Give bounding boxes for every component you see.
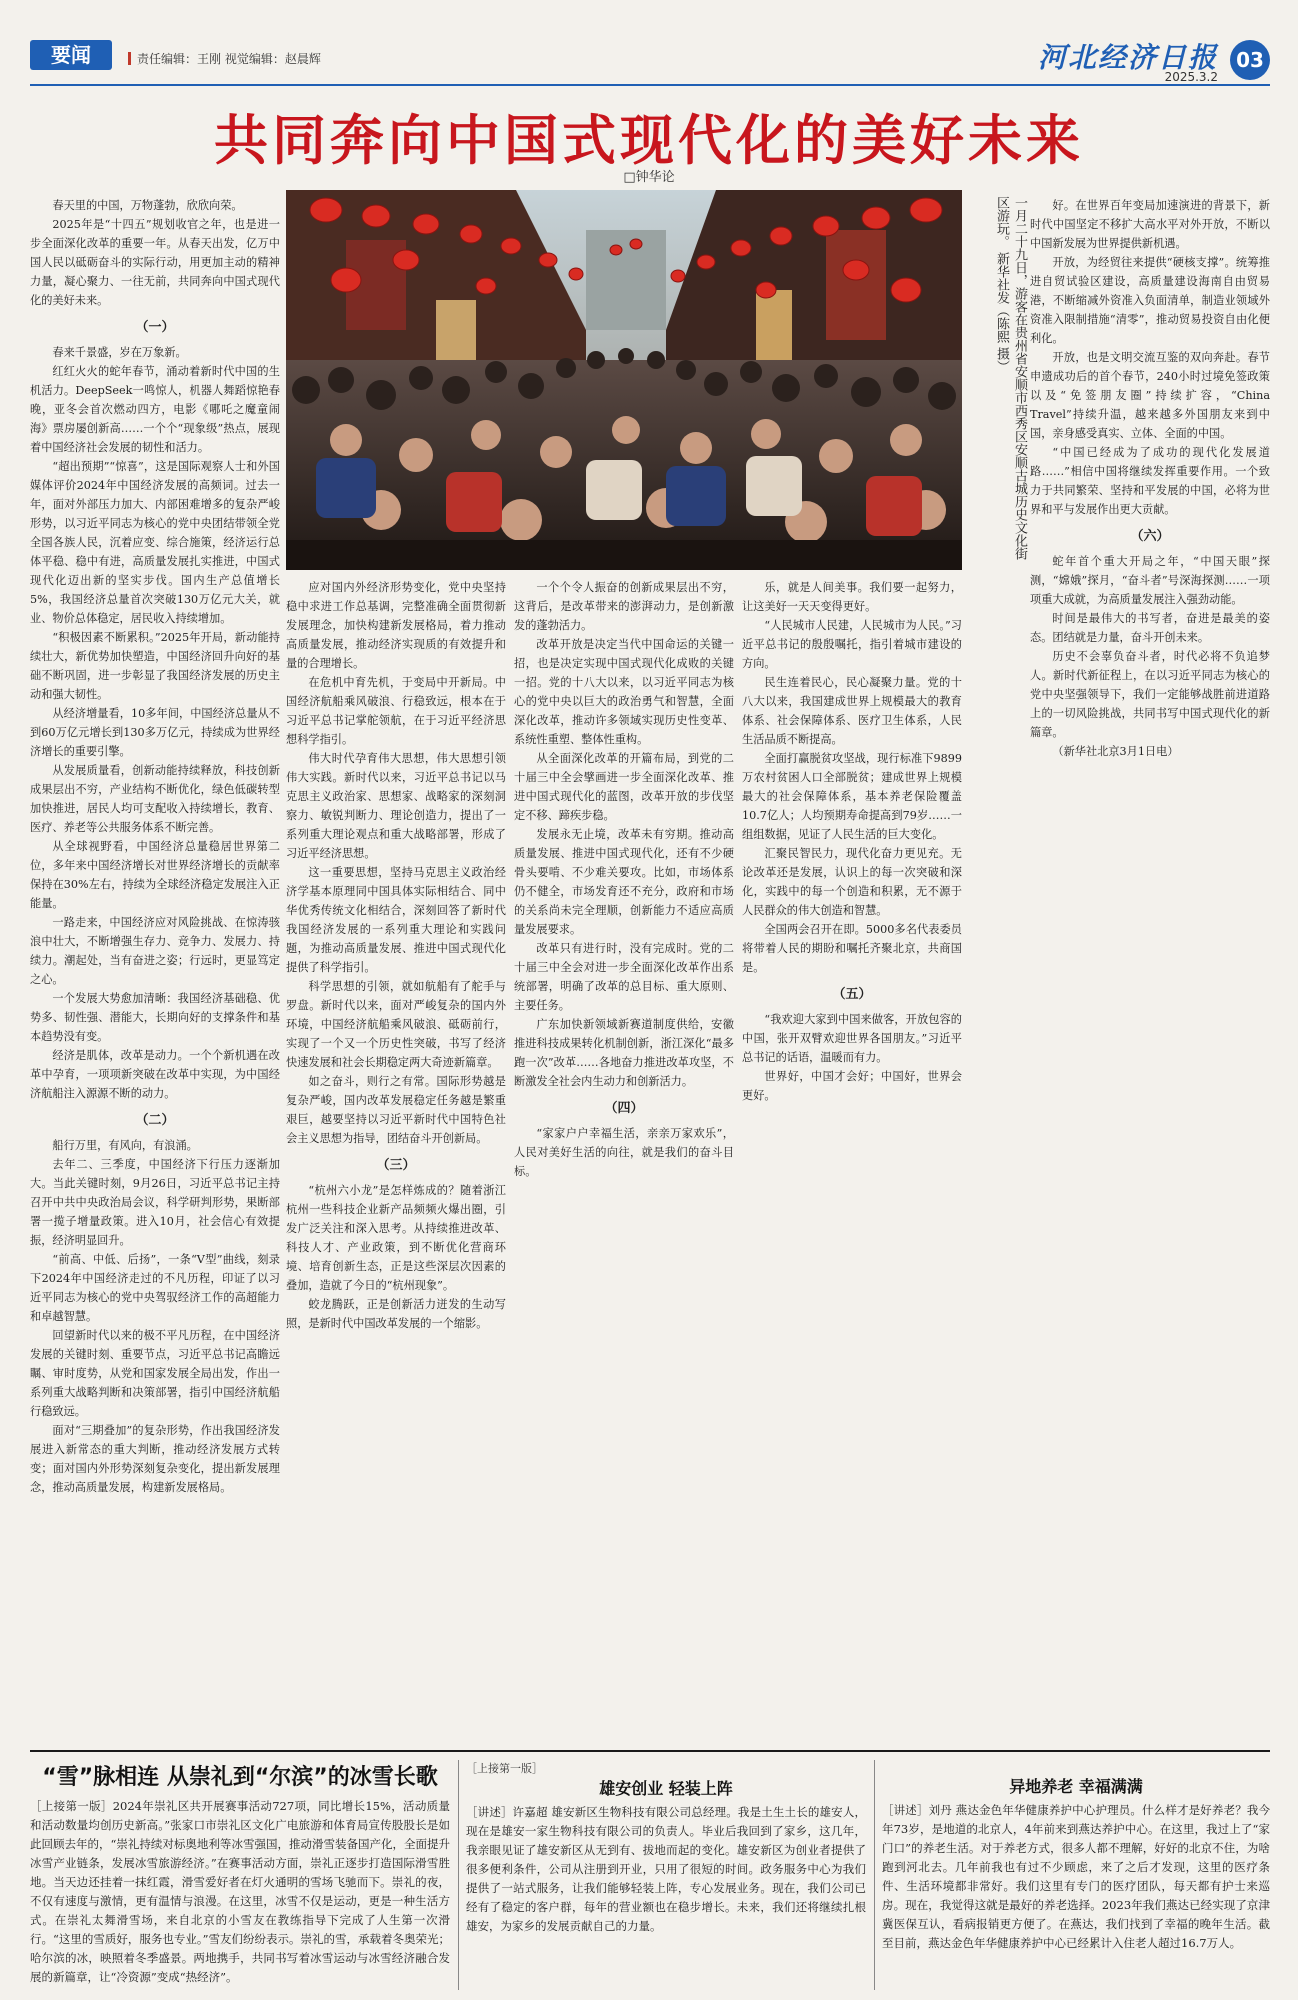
- paragraph: 2025年是“十四五”规划收官之年，也是进一步全面深化改革的重要一年。从春天出发，亿万中国人民以砥砺奋斗的实际行动，用更加主动的精神力量，凝心聚力、一往无前，共同奔向中国式现代化的美好未来。: [30, 218, 280, 307]
- story-body: ［讲述］刘丹 燕达金色年华健康养护中心护理员。什么样才是好养老？我今年73岁，是地道的北京人，4年前来到燕达养护中心。在这里，我过上了“家门口”的养老生活。对于养老方式，很多人都不理解，好好的北京不住，为啥跑到河北去。几年前我也有过不少顾虑，来了之后才发现，这里的医疗条件、生活环境都非常好。我们这里有专门的医疗团队，每天都有护士来巡房。现在，我觉得这就是最好的养老选择。2023年我们燕达已经实现了京津冀医保互认，看病报销更方便了。在燕达，我们找到了幸福的晚年生活。截至目前，燕达金色年华健康养护中心已经累计入住老人超过16.7万人。: [882, 1803, 1270, 1950]
- paragraph: 从发展质量看，创新动能持续释放，科技创新成果层出不穷，产业结构不断优化，绿色低碳转型加快推进，居民人均可支配收入持续增长，教育、医疗、养老等公共服务体系不断完善。: [30, 764, 280, 834]
- paragraph: 蛇年首个重大开局之年，“中国天眼”探测，“嫦娥”探月，“奋斗者”号深海探测……一项项重大成就，为高质量发展注入强劲动能。: [1030, 555, 1270, 606]
- paragraph: 发展永无止境，改革未有穷期。推动高质量发展、推进中国式现代化，还有不少硬骨头要啃、不少难关要攻。比如，市场体系仍不健全，市场发育还不充分，政府和市场的关系尚未完全理顺，创新能力不适应高质量发展要求。: [514, 828, 734, 936]
- section-heading-4: （四）: [604, 1101, 644, 1116]
- paragraph: 回望新时代以来的极不平凡历程，在中国经济发展的关键时刻、重要节点，习近平总书记高瞻远瞩、审时度势，从党和国家发展全局出发，作出一系列重大战略判断和决策部署，指引中国经济航船行稳致远。: [30, 1329, 280, 1418]
- paragraph: 从全面深化改革的开篇布局，到党的二十届三中全会擘画进一步全面深化改革、推进中国式现代化的蓝图，改革开放的步伐坚定不移、蹄疾步稳。: [514, 752, 734, 822]
- section-heading-3: （三）: [376, 1158, 416, 1173]
- paragraph: 红红火火的蛇年春节，涌动着新时代中国的生机活力。DeepSeek一鸣惊人，机器人舞蹈惊艳春晚，亚冬会首次燃动四方，电影《哪吒之魔童闹海》票房屡创新高……一个个“现象级”热点，展现着中国经济社会发展的韧性和活力。: [30, 365, 280, 454]
- story-body: ［上接第一版］2024年崇礼区共开展赛事活动727项，同比增长15%，活动质量和活动数量均创历史新高。”张家口市崇礼区文化广电旅游和体育局宣传股股长是如此回顾去年的，“崇礼持续对标奥地利等冰雪强国，推动滑雪装备国产化，全面提升冰雪产业链条，发展冰雪旅游经济。”在赛事活动方面，崇礼正逐步打造国际滑雪胜地。当天边还挂着一抹红霞，滑雪爱好者在灯火通明的雪场飞驰而下。崇礼的夜，不仅有速度与激情，更有温情与浪漫。在这里，冰雪不仅是运动，更是一种生活方式。在崇礼太舞滑雪场，来自北京的小雪友在教练指导下完成了人生第一次滑行。“这里的雪质好，服务也专业。”雪友们纷纷表示。崇礼的雪，承载着冬奥荣光；哈尔滨的冰，映照着冬季盛景。两地携手，共同书写着冰雪运动与冰雪经济融合发展的新篇章，让“冷资源”变成“热经济”。: [30, 1799, 450, 1984]
- paragraph: 伟大时代孕育伟大思想，伟大思想引领伟大实践。新时代以来，习近平总书记以马克思主义政治家、思想家、战略家的深刻洞察力、敏锐判断力、理论创造力，提出了一系列重大理论观点和重大战略部署，形成了习近平经济思想。: [286, 752, 506, 860]
- article-column-3: [514, 578, 734, 1742]
- paragraph: “积极因素不断累积。”2025年开局，新动能持续壮大，新优势加快塑造，中国经济回升向好的基础不断巩固，进一步彰显了我国经济发展的历史主动和强大韧性。: [30, 631, 280, 701]
- article-column-4: [742, 578, 962, 1742]
- street-crowd-photo: [286, 190, 962, 570]
- column-divider: [458, 1760, 459, 1990]
- paragraph: 这一重要思想，坚持马克思主义政治经济学基本原理同中国具体实际相结合、同中华优秀传统文化相结合，深刻回答了新时代我国经济发展的一系列重大理论和实践问题，为推动高质量发展、推进中国式现代化提供了科学指引。: [286, 866, 506, 974]
- paragraph: 世界好，中国才会好；中国好，世界会更好。: [742, 1070, 962, 1102]
- paragraph: 全面打赢脱贫攻坚战，现行标准下9899万农村贫困人口全部脱贫；建成世界上规模最大的社会保障体系，基本养老保险覆盖10.7亿人；人均预期寿命提高到79岁……一组组数据，见证了人民生活的巨大变化。: [742, 752, 962, 841]
- paragraph: 乐，就是人间美事。我们要一起努力，让这美好一天天变得更好。: [742, 581, 962, 613]
- masthead: 河北经济日报: [1037, 41, 1218, 74]
- bottom-story-snow: [30, 1760, 450, 1990]
- section-heading-5: （五）: [832, 987, 872, 1002]
- story-title: 异地养老 幸福满满: [1009, 1777, 1143, 1796]
- editors-line: [128, 50, 321, 67]
- paragraph: 时间是最伟大的书写者，奋进是最美的姿态。团结就是力量，奋斗开创未来。: [1030, 612, 1270, 644]
- paragraph: 科学思想的引领，就如航船有了舵手与罗盘。新时代以来，面对严峻复杂的国内外环境，中国经济航船乘风破浪、砥砺前行，实现了一个又一个历史性突破，书写了经济快速发展和社会长期稳定两大奇迹新篇章。: [286, 980, 506, 1069]
- paragraph: 好。在世界百年变局加速演进的背景下，新时代中国坚定不移扩大高水平对外开放，不断以中国新发展为世界提供新机遇。: [1030, 199, 1270, 250]
- section-heading-6: （六）: [1130, 529, 1170, 544]
- page-number: 03: [1230, 40, 1270, 80]
- paragraph: 在危机中育先机，于变局中开新局。中国经济航船乘风破浪、行稳致远，根本在于习近平总书记掌舵领航，在于习近平经济思想科学指引。: [286, 676, 506, 746]
- story-title: 雄安创业 轻装上阵: [599, 1779, 733, 1798]
- paragraph: 开放，为经贸往来提供“硬核支撑”。统筹推进自贸试验区建设，高质量建设海南自由贸易港，不断缩减外资准入负面清单，制造业领域外资准入限制措施“清零”，推动贸易投资自由化便利化。: [1030, 256, 1270, 345]
- article-column-2: [286, 578, 506, 1742]
- editors-text: 责任编辑：王刚 视觉编辑：赵晨辉: [137, 52, 321, 66]
- paragraph: 改革只有进行时，没有完成时。党的二十届三中全会对进一步全面深化改革作出系统部署，明确了改革的总目标、重大原则、主要任务。: [514, 942, 734, 1012]
- section-badge: 要闻: [30, 40, 112, 70]
- paragraph: 面对“三期叠加”的复杂形势，作出我国经济发展进入新常态的重大判断，推动经济发展方式转变；面对国内外形势深刻复杂变化，提出新发展理念，推动高质量发展，构建新发展格局。: [30, 1424, 280, 1494]
- story-body: ［讲述］许嘉超 雄安新区生物科技有限公司总经理。我是土生土长的雄安人，现在是雄安一家生物科技有限公司的负责人。毕业后我回到了家乡，这几年，我亲眼见证了雄安新区从无到有、拔地而起的变化。雄安新区为创业者提供了很多便利条件，公司从注册到开业，只用了很短的时间。政务服务中心为我们提供了一站式服务，让我们能够轻装上阵，专心发展业务。现在，我们公司已经有了稳定的客户群，每年的营业额也在稳步增长。未来，我们还将继续扎根雄安，为家乡的发展贡献自己的力量。: [466, 1805, 866, 1933]
- paragraph: “前高、中低、后扬”，一条“V型”曲线，刻录下2024年中国经济走过的不凡历程，印证了以习近平同志为核心的党中央驾驭经济工作的高超能力和卓越智慧。: [30, 1253, 280, 1323]
- story-tag: ［上接第一版］: [466, 1762, 543, 1775]
- paragraph: 全国两会召开在即。5000多名代表委员将带着人民的期盼和嘱托齐聚北京，共商国是。: [742, 923, 962, 974]
- paragraph: （新华社北京3月1日电）: [1052, 745, 1179, 758]
- paragraph: 历史不会辜负奋斗者，时代必将不负追梦人。新时代新征程上，在以习近平同志为核心的党中央坚强领导下，我们一定能够战胜前进道路上的一切风险挑战，共同书写中国式现代化的新篇章。: [1030, 650, 1270, 739]
- paragraph: “中国已经成为了成功的现代化发展道路……”相信中国将继续发挥重要作用。一个致力于共同繁荣、坚持和平发展的中国，必将为世界和平与发展作出更大贡献。: [1030, 446, 1270, 516]
- page-header: [30, 36, 1270, 84]
- section-heading-2: （二）: [135, 1113, 175, 1128]
- paragraph: 一路走来，中国经济应对风险挑战、在惊涛骇浪中壮大，不断增强生存力、竞争力、发展力、持续力。潮起处，当有奋进之姿；行远时，更显笃定之心。: [30, 916, 280, 986]
- header-rule: [30, 84, 1270, 86]
- issue-date: 2025.3.2: [1164, 70, 1218, 84]
- paragraph: 广东加快新领域新赛道制度供给，安徽推进科技成果转化机制创新，浙江深化“最多跑一次”改革……各地奋力推进改革攻坚，不断激发全社会内生动力和创新活力。: [514, 1018, 734, 1088]
- article-column-1: [30, 196, 280, 1742]
- bottom-story-elderly: [882, 1760, 1270, 1990]
- photo-illustration: [286, 190, 962, 570]
- paragraph: 蛟龙腾跃，正是创新活力迸发的生动写照，是新时代中国改革发展的一个缩影。: [286, 1298, 506, 1330]
- paragraph: 从全球视野看，中国经济总量稳居世界第二位，多年来中国经济增长对世界经济增长的贡献率保持在30%左右，持续为全球经济稳定发展注入正能量。: [30, 840, 280, 910]
- paragraph: 民生连着民心，民心凝聚力量。党的十八大以来，我国建成世界上规模最大的教育体系、社会保障体系、医疗卫生体系，人民生活品质不断提高。: [742, 676, 962, 746]
- headline: 共同奔向中国式现代化的美好未来: [214, 109, 1084, 172]
- bottom-story-xiongan: [466, 1760, 866, 1990]
- paragraph: 应对国内外经济形势变化，党中央坚持稳中求进工作总基调，完整准确全面贯彻新发展理念，加快构建新发展格局，着力推动高质量发展，推动经济实现质的有效提升和量的合理增长。: [286, 581, 506, 670]
- paragraph: 开放，也是文明交流互鉴的双向奔赴。春节申遗成功后的首个春节，240小时过境免签政策以及“免签朋友圈”持续扩容，“China Travel”持续升温，越来越多外国朋友来到中国，亲身感受真实、立体、全面的中国。: [1030, 351, 1270, 440]
- bottom-section-rule: [30, 1750, 1270, 1752]
- section-heading-1: （一）: [135, 320, 175, 335]
- paragraph: 一个个令人振奋的创新成果层出不穷，这背后，是改革带来的澎湃动力，是创新激发的蓬勃活力。: [514, 581, 734, 632]
- article-column-5: [1030, 196, 1270, 1742]
- paragraph: 如之奋斗，则行之有常。国际形势越是复杂严峻，国内改革发展稳定任务越是繁重艰巨，越要坚持以习近平新时代中国特色社会主义思想为指导，团结奋斗开创新局。: [286, 1075, 506, 1145]
- paragraph: 汇聚民智民力，现代化奋力更见充。无论改革还是发展，认识上的每一次突破和深化，实践中的每一个创造和积累，无不源于人民群众的伟大创造和智慧。: [742, 847, 962, 917]
- paragraph: 改革开放是决定当代中国命运的关键一招，也是决定实现中国式现代化成败的关键一招。党的十八大以来，以习近平同志为核心的党中央以巨大的政治勇气和智慧，全面深化改革，推动许多领域实现历史性变革、系统性重塑、整体性重构。: [514, 638, 734, 746]
- paragraph: 春天里的中国，万物蓬勃，欣欣向荣。: [52, 199, 243, 212]
- byline: □钟华论: [623, 170, 675, 185]
- paragraph: 船行万里，有风向，有浪涌。: [52, 1139, 198, 1152]
- photo-caption: 一月二十九日，游客在贵州省安顺市西秀区安顺古城历史文化街区游玩。 新华社发（陈熙 摄）: [994, 196, 1027, 560]
- paragraph: 春来千景盛，岁在万象新。: [52, 346, 187, 359]
- story-title: “雪”脉相连 从崇礼到“尔滨”的冰雪长歌: [42, 1765, 438, 1790]
- paragraph: 从经济增量看，10多年间，中国经济总量从不到60万亿元增长到130多万亿元，持续成为世界经济增长的重要引擎。: [30, 707, 280, 758]
- paragraph: 去年二、三季度，中国经济下行压力逐渐加大。当此关键时刻，9月26日，习近平总书记主持召开中共中央政治局会议，科学研判形势，果断部署一揽子增量政策。进入10月，社会信心有效提振，经济明显回升。: [30, 1158, 280, 1247]
- paragraph: “人民城市人民建，人民城市为人民。”习近平总书记的殷殷嘱托，指引着城市建设的方向。: [742, 619, 962, 670]
- paragraph: “我欢迎大家到中国来做客，开放包容的中国，张开双臂欢迎世界各国朋友。”习近平总书记的话语，温暖而有力。: [742, 1013, 962, 1064]
- paragraph: “超出预期”“惊喜”，这是国际观察人士和外国媒体评价2024年中国经济发展的高频词。过去一年，面对外部压力加大、内部困难增多的复杂严峻形势，以习近平同志为核心的党中央团结带领全党全国各族人民，沉着应变、综合施策，经济运行总体平稳、稳中有进，高质量发展扎实推进，中国式现代化迈出新的坚实步伐。国内生产总值增长5%，我国经济总量首次突破130万亿元大关，就业、物价总体稳定，居民收入持续增加。: [30, 460, 280, 625]
- editors-bar-icon: [128, 52, 131, 65]
- paragraph: 经济是肌体，改革是动力。一个个新机遇在改革中孕育，一项项新突破在改革中实现，为中国经济航船注入源源不断的动力。: [30, 1049, 280, 1100]
- column-divider: [874, 1760, 875, 1990]
- paragraph: 一个发展大势愈加清晰：我国经济基础稳、优势多、韧性强、潜能大，长期向好的支撑条件和基本趋势没有变。: [30, 992, 280, 1043]
- paragraph: “杭州六小龙”是怎样炼成的？随着浙江杭州一些科技企业新产品频频火爆出圈，引发广泛关注和深入思考。从持续推进改革、科技人才、产业政策，到不断优化营商环境、培育创新生态，正是这些深层次因素的叠加，造就了今日的“杭州现象”。: [286, 1184, 506, 1292]
- paragraph: “家家户户幸福生活，亲亲万家欢乐”，人民对美好生活的向往，就是我们的奋斗目标。: [514, 1127, 734, 1178]
